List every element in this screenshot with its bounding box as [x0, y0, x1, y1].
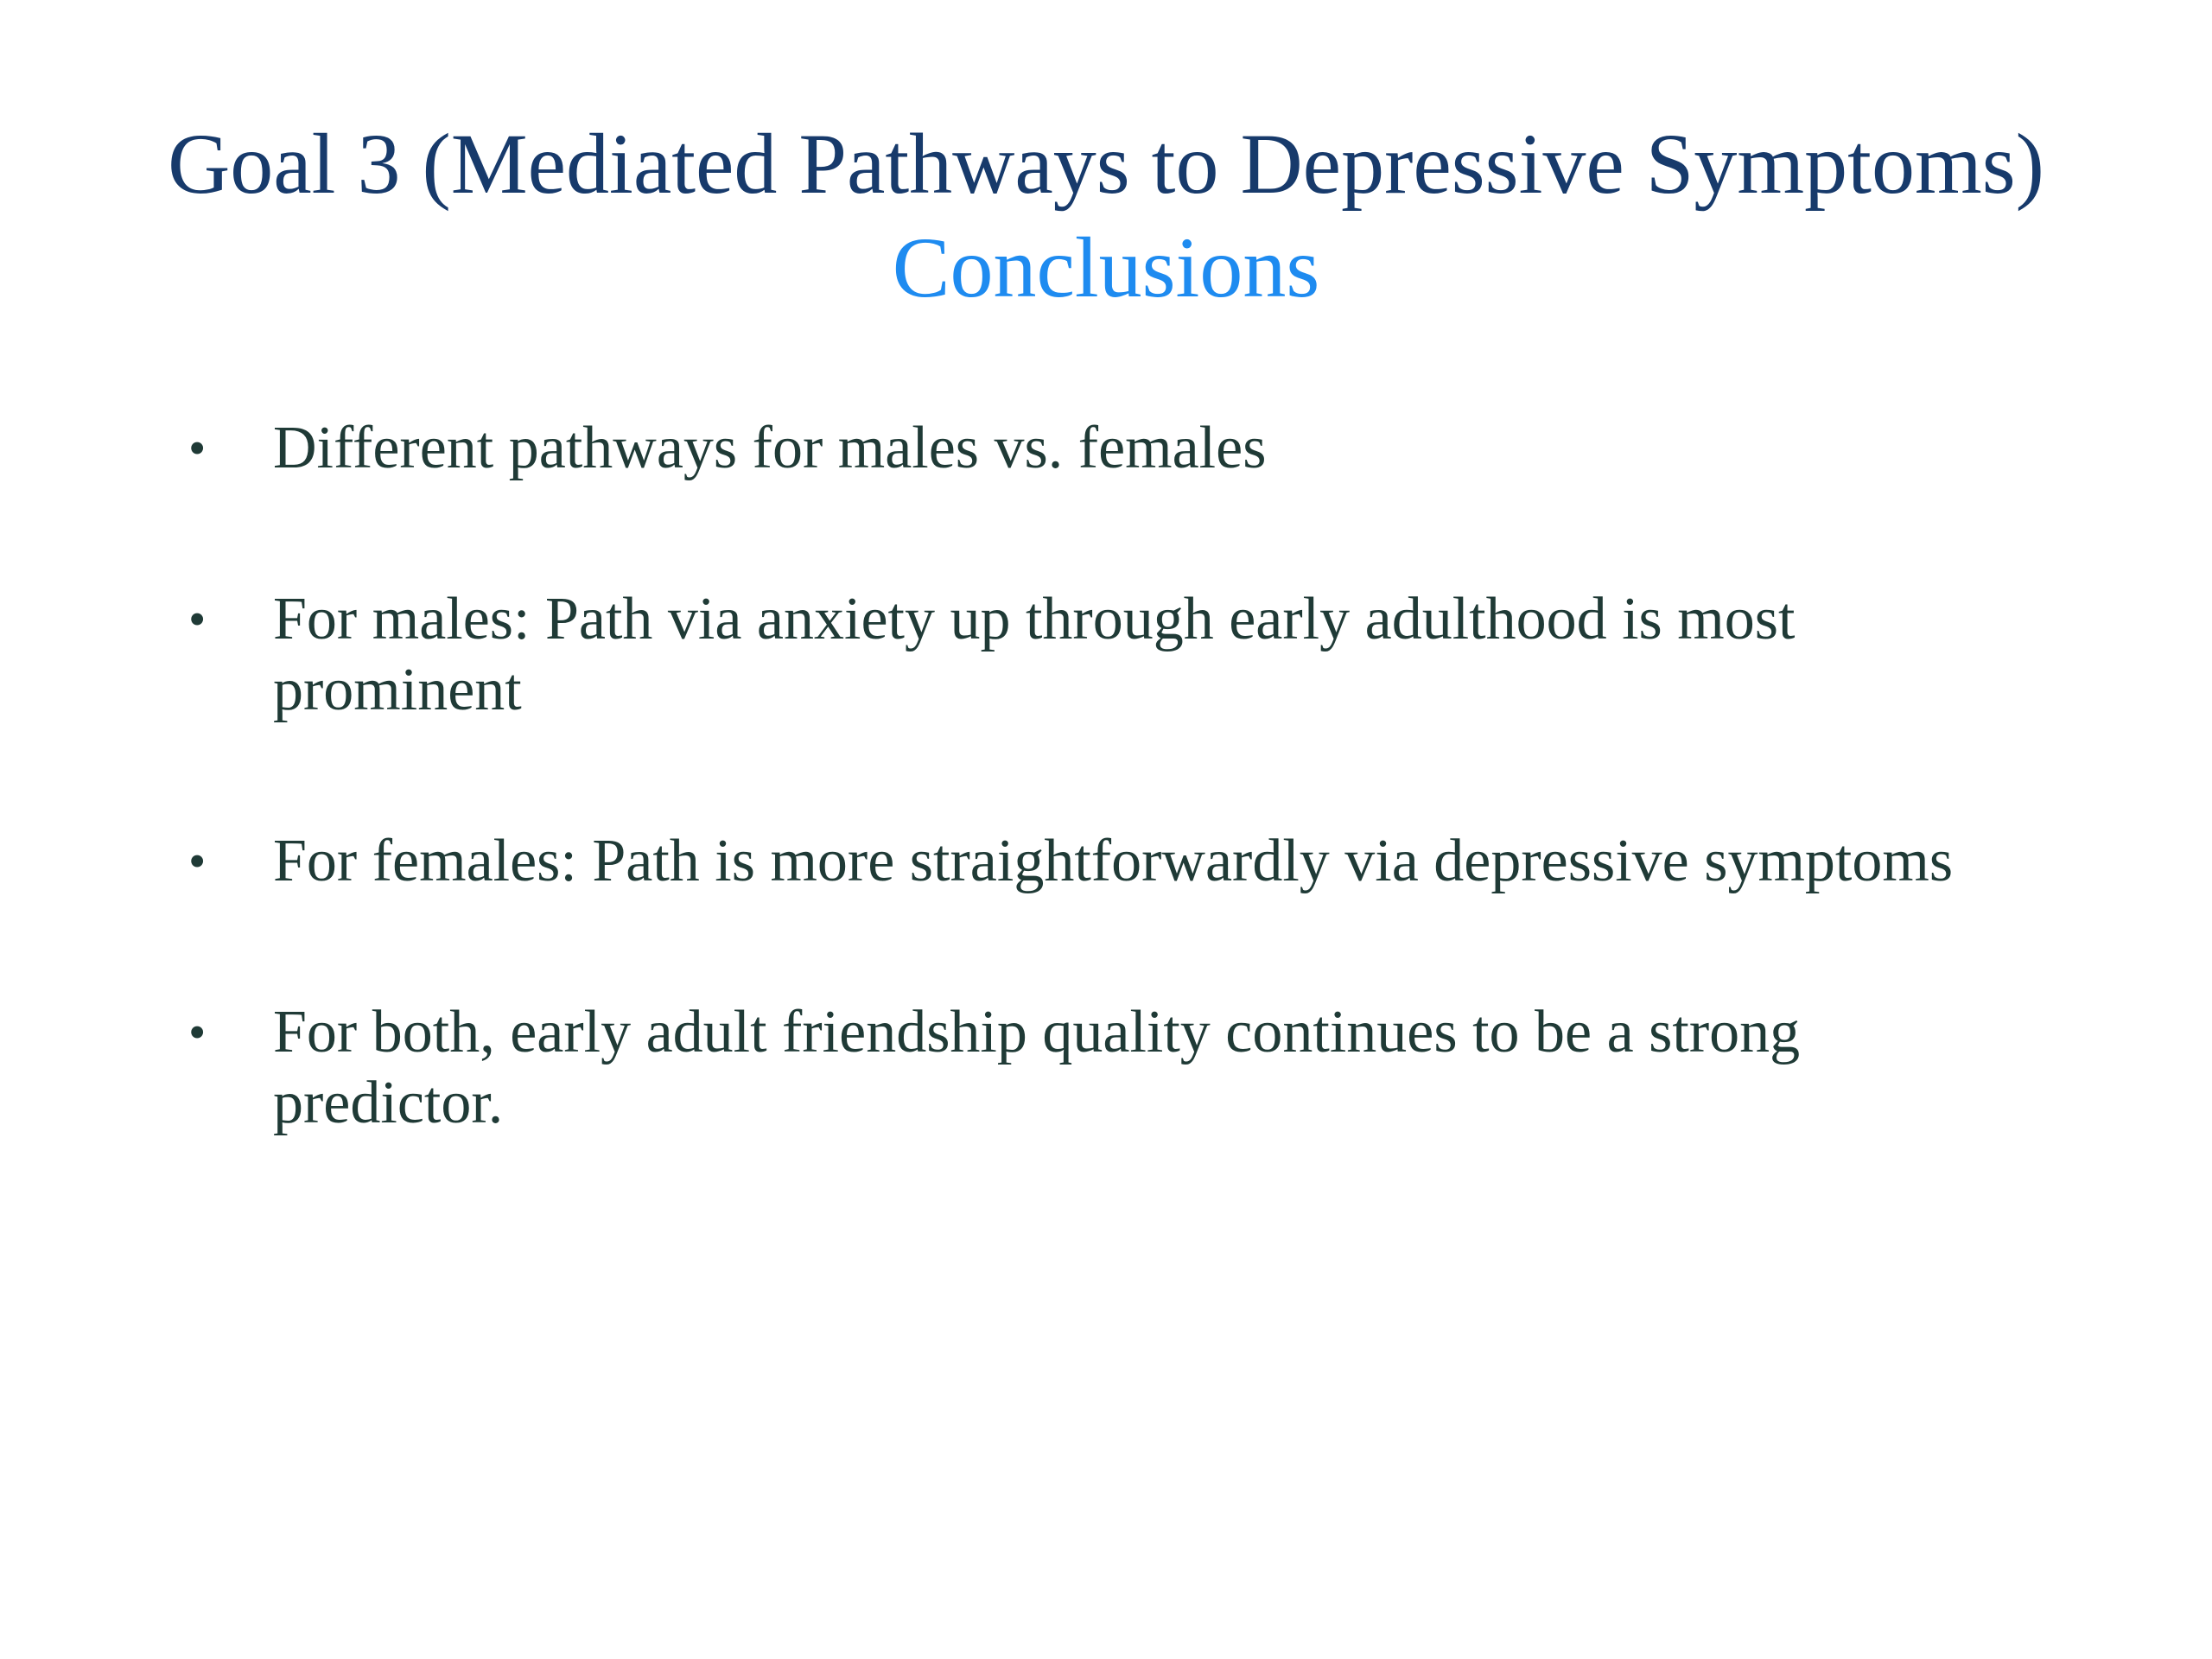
- bullet-text: For both, early adult friendship quality continues to be a strong predictor.: [273, 999, 1801, 1136]
- slide-title: Goal 3 (Mediated Pathways to Depressive Symptoms): [168, 116, 2044, 212]
- bullet-text: For males: Path via anxiety up through early adulthood is most prominent: [273, 586, 1796, 723]
- slide-subtitle: Conclusions: [892, 219, 1320, 315]
- bullet-dot-icon: •: [188, 591, 207, 647]
- bullet-item: [188, 584, 2037, 726]
- title-block: [0, 112, 2212, 320]
- bullet-text: Different pathways for males vs. females: [273, 415, 1267, 481]
- bullet-item: [188, 413, 2037, 484]
- bullet-dot-icon: •: [188, 420, 207, 476]
- bullet-dot-icon: •: [188, 833, 207, 889]
- bullet-dot-icon: •: [188, 1004, 207, 1060]
- bullet-item: [188, 826, 2037, 897]
- bullet-list: [188, 413, 2037, 1239]
- bullet-text: For females: Path is more straightforwardly via depressive symptoms: [273, 828, 1954, 894]
- bullet-item: [188, 997, 2037, 1139]
